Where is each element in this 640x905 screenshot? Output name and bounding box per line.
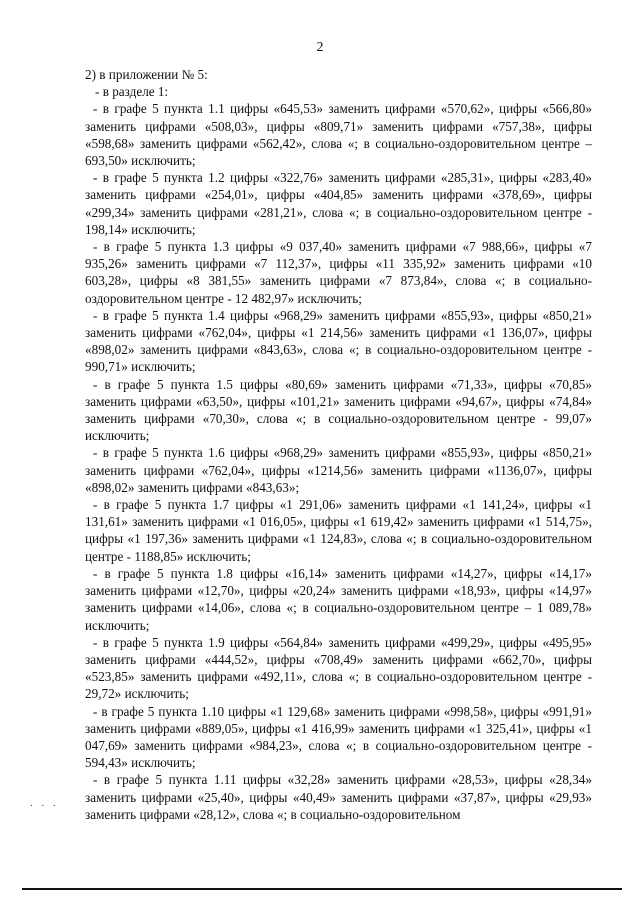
intro-line-annex: 2) в приложении № 5: (85, 67, 208, 82)
amendment-paragraph-1-6: - в графе 5 пункта 1.6 цифры «968,29» заменить цифрами «855,93», цифры «850,21» заменить цифрами «762,04», цифры «1214,56» заменить цифрами «1136,07», цифры «898,02» заменить цифрами «843,63»; (85, 445, 592, 495)
margin-marks: . . . (30, 797, 59, 809)
amendment-paragraph-1-11: - в графе 5 пункта 1.11 цифры «32,28» заменить цифрами «28,53», цифры «28,34» заменить цифрами «25,40», цифры «40,49» заменить цифрами «37,87», цифры «29,93» заменить цифрами «28,12», слова «; в социально-оздоровительном (85, 772, 592, 822)
amendment-paragraph-1-7: - в графе 5 пункта 1.7 цифры «1 291,06» заменить цифрами «1 141,24», цифры «1 131,61» заменить цифрами «1 016,05», цифры «1 619,42» заменить цифрами «1 514,75», цифры «1 197,36» заменить цифрами «1 124,83», слова «; в социально-оздоровительном центре - 1188,85» исключить; (85, 497, 592, 564)
amendment-paragraph-1-9: - в графе 5 пункта 1.9 цифры «564,84» заменить цифрами «499,29», цифры «495,95» заменить цифрами «444,52», цифры «708,49» заменить цифрами «662,70», цифры «523,85» заменить цифрами «492,11», слова «; в социально-оздоровительном центре - 29,72» исключить; (85, 634, 592, 702)
amendment-paragraph-1-3: - в графе 5 пункта 1.3 цифры «9 037,40» заменить цифрами «7 988,66», цифры «7 935,26» заменить цифрами «7 112,37», цифры «11 335,92» заменить цифрами «10 603,28», цифры «8 381,55» заменить цифрами «7 873,84», слова «; в социально-оздоровительном центре - 12 482,97» исключить; (85, 239, 592, 306)
amendment-paragraph-1-4: - в графе 5 пункта 1.4 цифры «968,29» заменить цифрами «855,93», цифры «850,21» заменить цифрами «762,04», цифры «1 214,56» заменить цифрами «1 136,07», цифры «898,02» заменить цифрами «843,63», слова «; в социально-оздоровительном центре - 990,71» исключить; (85, 307, 592, 375)
amendment-paragraph-1-10: - в графе 5 пункта 1.10 цифры «1 129,68» заменить цифрами «998,58», цифры «991,91» заменить цифрами «889,05», цифры «1 416,99» заменить цифрами «1 325,41», цифры «1 047,69» заменить цифрами «984,23», слова «; в социально-оздоровительном центре - 594,43» исключить; (85, 703, 592, 771)
amendment-paragraph-1-5: - в графе 5 пункта 1.5 цифры «80,69» заменить цифрами «71,33», цифры «70,85» заменить цифрами «63,50», цифры «101,21» заменить цифрами «94,67», цифры «74,84» заменить цифрами «70,30», слова «; в социально-оздоровительном центре - 99,07» исключить; (85, 376, 592, 444)
intro-line-section: - в разделе 1: (95, 84, 169, 100)
amendment-paragraph-1-1: - в графе 5 пункта 1.1 цифры «645,53» заменить цифрами «570,62», цифры «566,80» заменить цифрами «508,03», цифры «809,71» заменить цифрами «757,38», цифры «598,68» заменить цифрами «562,42», слова «; в социально-оздоровительном центре – 693,50» исключить; (85, 101, 592, 169)
page-number: 2 (316, 40, 324, 55)
bottom-rule (22, 888, 622, 890)
amendment-paragraph-1-2: - в графе 5 пункта 1.2 цифры «322,76» заменить цифрами «285,31», цифры «283,40» заменить цифрами «254,01», цифры «404,85» заменить цифрами «378,69», цифры «299,34» заменить цифрами «281,21», слова «; в социально-оздоровительном центре - 198,14» исключить; (85, 170, 592, 237)
document-body (85, 66, 592, 823)
amendment-paragraph-1-8: - в графе 5 пункта 1.8 цифры «16,14» заменить цифрами «14,27», цифры «14,17» заменить цифрами «12,70», цифры «20,24» заменить цифрами «18,93», цифры «14,97» заменить цифрами «14,06», слова «; в социально-оздоровительном центре – 1 089,78» исключить; (85, 565, 592, 633)
